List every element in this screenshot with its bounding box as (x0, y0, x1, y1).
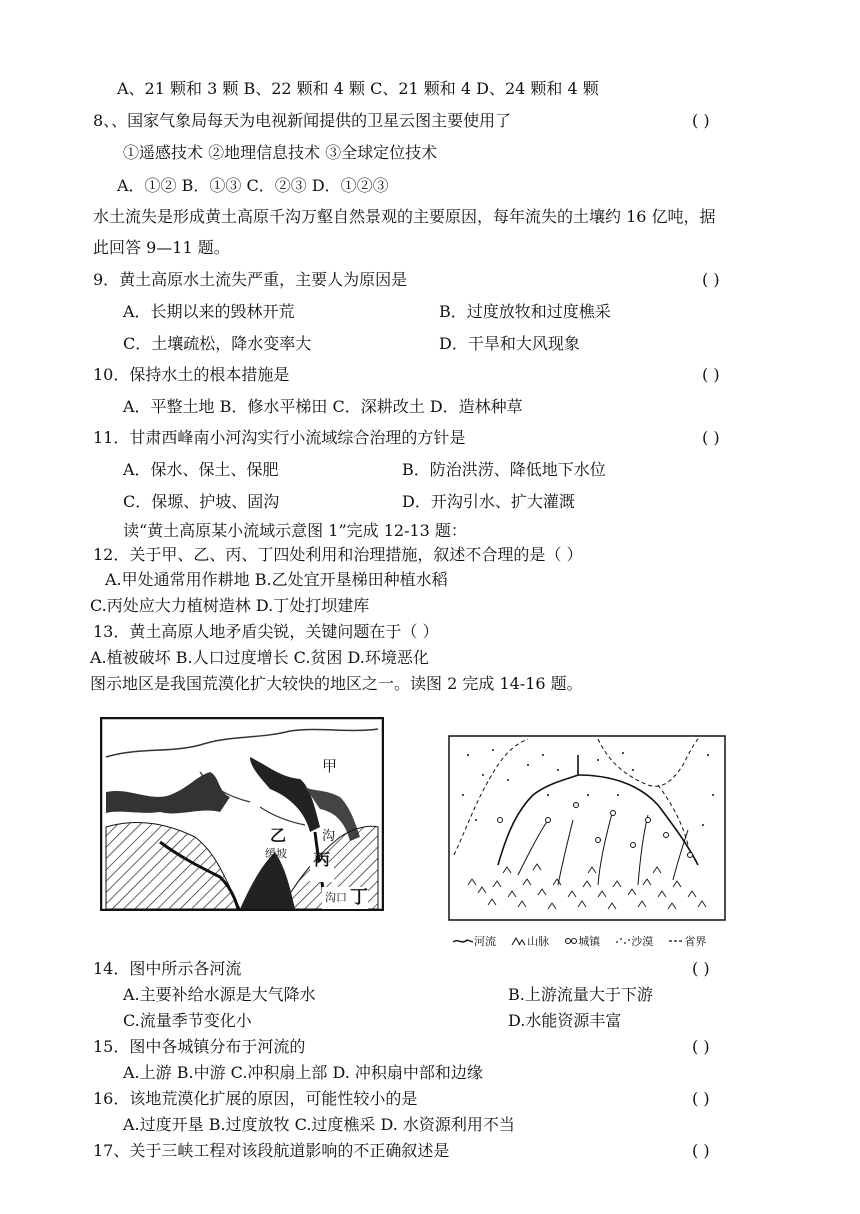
q16-answer-paren: ( ) (692, 1089, 710, 1108)
q14-stem: 14．图中所示各河流 (93, 959, 242, 978)
map-legend (452, 931, 716, 950)
q14-option-b: B.上游流量大于下游 (508, 985, 653, 1004)
q9-answer-paren: ( ) (702, 270, 720, 289)
label-gou: 沟 (322, 829, 336, 844)
q9-option-a: A．长期以来的毁林开荒 (123, 302, 295, 321)
figure-2-map (448, 735, 726, 949)
q15-answer-paren: ( ) (692, 1037, 710, 1056)
q11-stem: 11．甘肃西峰南小河沟实行小流域综合治理的方针是 (93, 428, 466, 447)
q8-stem: 8、、国家气象局每天为电视新闻提供的卫星云图主要使用了 (93, 111, 512, 130)
label-yi: 乙 (270, 826, 287, 845)
q15-options: A.上游 B.中游 C.冲积扇上部 D. 冲积扇中部和边缘 (123, 1063, 483, 1082)
legend-desert-label: 沙漠 (631, 935, 654, 948)
legend-mountain (511, 933, 549, 949)
legend-boundary (668, 933, 706, 949)
passage-14-16: 图示地区是我国荒漠化扩大较快的地区之一。读图 2 完成 14-16 题。 (90, 674, 583, 693)
passage-12-13: 读“黄土高原某小流域示意图 1”完成 12-13 题： (123, 521, 467, 540)
q9-option-d: D．干旱和大风现象 (439, 334, 580, 353)
q10-answer-paren: ( ) (702, 365, 720, 384)
q14-option-a: A.主要补给水源是大气降水 (123, 985, 316, 1004)
q9-option-b: B．过度放牧和过度樵采 (439, 302, 611, 321)
boundary-icon (668, 936, 684, 946)
q12-options-ab: A.甲处通常用作耕地 B.乙处宜开垦梯田种植水稻 (105, 570, 448, 589)
legend-boundary-label: 省界 (684, 935, 707, 948)
q14-option-c: C.流量季节变化小 (123, 1011, 252, 1030)
q10-options: A．平整土地 B．修水平梯田 C．深耕改土 D．造林种草 (123, 397, 523, 416)
q8-answer-paren: ( ) (692, 111, 710, 130)
desert-icon (615, 936, 631, 946)
label-bing: 丙 (314, 850, 331, 869)
river-icon (452, 936, 474, 946)
mountain-icon (511, 936, 527, 946)
q8-techs: ①遥感技术 ②地理信息技术 ③全球定位技术 (123, 143, 438, 162)
label-huanpo: 缓坡 (265, 847, 287, 860)
q17-answer-paren: ( ) (692, 1141, 710, 1160)
passage-9-11-line1: 水土流失是形成黄土高原千沟万壑自然景观的主要原因，每年流失的土壤约 16 亿吨，据 (93, 207, 716, 226)
q8-options: A．①② B．①③ C．②③ D．①②③ (117, 176, 389, 195)
q17-stem: 17、关于三峡工程对该段航道影响的不正确叙述是 (93, 1141, 450, 1160)
legend-town (564, 933, 600, 949)
q7-options: A、21 颗和 3 颗 B、22 颗和 4 颗 C、21 颗和 4 D、24 颗和 4 颗 (117, 79, 599, 98)
q9-stem: 9．黄土高原水土流失严重，主要人为原因是 (93, 270, 408, 289)
q11-option-d: D．开沟引水、扩大灌溉 (402, 492, 575, 511)
q16-stem: 16．该地荒漠化扩展的原因，可能性较小的是 (93, 1089, 418, 1108)
q11-answer-paren: ( ) (702, 428, 720, 447)
legend-river-label: 河流 (474, 935, 496, 948)
q13-stem: 13．黄土高原人地矛盾尖锐，关键问题在于（ ） (93, 622, 439, 641)
q11-option-c: C．保塬、护坡、固沟 (123, 492, 280, 511)
q10-stem: 10．保持水土的根本措施是 (93, 365, 290, 384)
q11-option-a: A．保水、保土、保肥 (123, 460, 279, 479)
q14-answer-paren: ( ) (692, 959, 710, 978)
town-icon (564, 936, 578, 946)
desert-map (448, 735, 726, 921)
label-ding: 丁 (350, 887, 368, 908)
legend-river (452, 933, 496, 949)
q15-stem: 15．图中各城镇分布于河流的 (93, 1037, 306, 1056)
label-goukou: 沟口 (325, 891, 347, 904)
legend-mountain-label: 山脉 (527, 935, 550, 948)
q12-options-cd: C.丙处应大力植树造林 D.丁处打坝建库 (90, 596, 370, 615)
q12-stem: 12．关于甲、乙、丙、丁四处利用和治理措施，叙述不合理的是（ ） (93, 545, 583, 564)
q9-option-c: C．土壤疏松，降水变率大 (123, 334, 312, 353)
q14-option-d: D.水能资源丰富 (508, 1011, 622, 1030)
passage-9-11-line2: 此回答 9—11 题。 (93, 238, 230, 257)
label-jia: 甲 (322, 757, 338, 775)
q16-options: A.过度开垦 B.过度放牧 C.过度樵采 D. 水资源利用不当 (123, 1115, 515, 1134)
q11-option-b: B．防治洪涝、降低地下水位 (402, 460, 606, 479)
legend-town-label: 城镇 (578, 935, 601, 948)
watershed-sketch (100, 717, 384, 911)
legend-desert (615, 933, 653, 949)
figure-1-watershed (100, 717, 384, 911)
q13-options: A.植被破坏 B.人口过度增长 C.贫困 D.环境恶化 (90, 648, 429, 667)
